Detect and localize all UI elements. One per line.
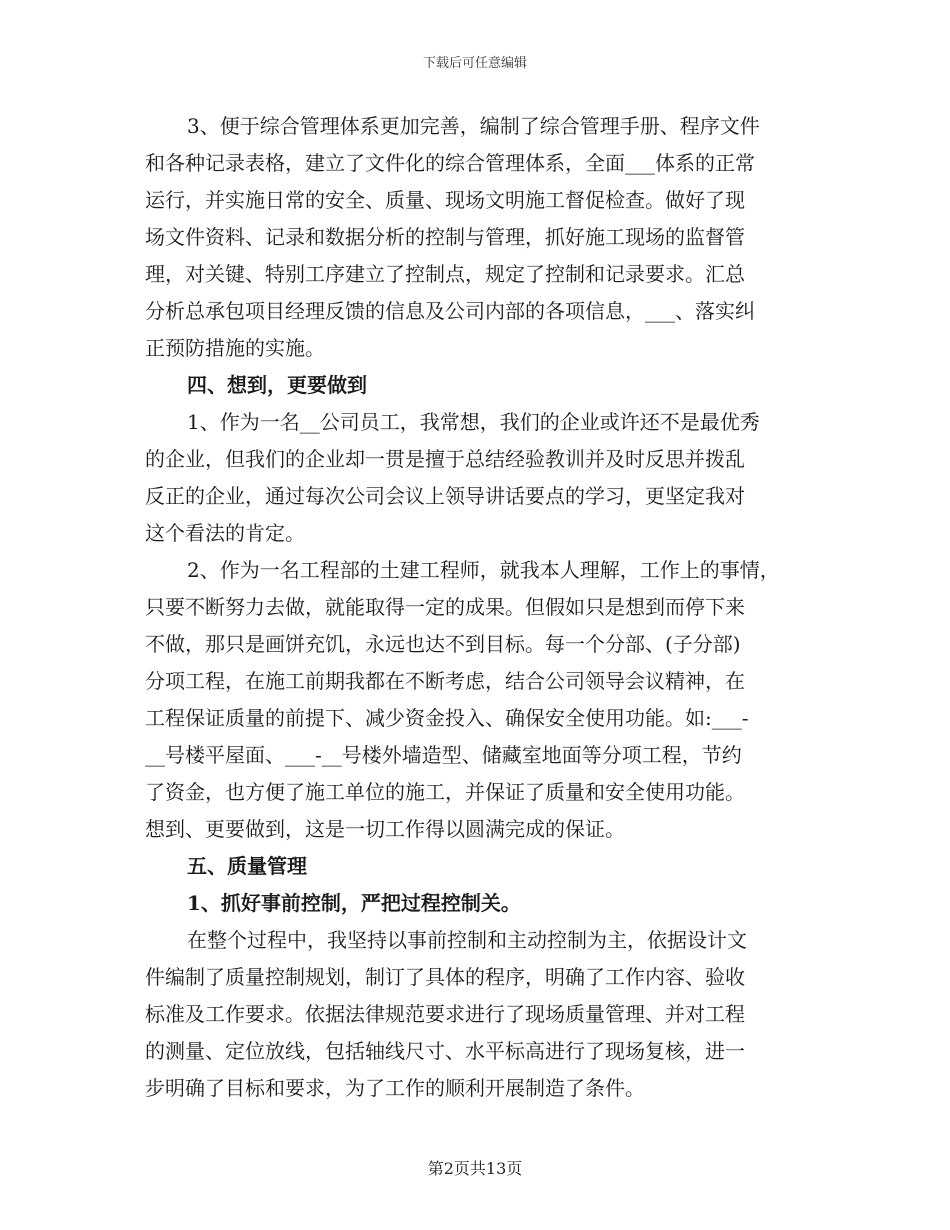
paragraph-line: 件编制了质量控制规划，制订了具体的程序，明确了工作内容、验收 bbox=[145, 965, 745, 989]
paragraph-line: 不做，那只是画饼充饥，永远也达不到目标。每一个分部、(子分部) bbox=[145, 632, 741, 656]
paragraph-line: 的测量、定位放线，包括轴线尺寸、水平标高进行了现场复核，进一 bbox=[145, 1039, 745, 1063]
paragraph-line: __号楼平屋面、___-__号楼外墙造型、储藏室地面等分项工程，节约 bbox=[145, 743, 742, 767]
paragraph-line: 想到、更要做到，这是一切工作得以圆满完成的保证。 bbox=[145, 817, 625, 841]
paragraph-line: 理，对关键、特别工序建立了控制点，规定了控制和记录要求。汇总 bbox=[145, 262, 745, 286]
paragraph-line: 在整个过程中，我坚持以事前控制和主动控制为主，依据设计文 bbox=[187, 928, 747, 952]
subsection-heading: 1、抓好事前控制，严把过程控制关。 bbox=[187, 891, 521, 915]
paragraph-line: 运行，并实施日常的安全、质量、现场文明施工督促检查。做好了现 bbox=[145, 188, 745, 212]
section-heading: 四、想到，更要做到 bbox=[187, 373, 367, 397]
paragraph-line: 这个看法的肯定。 bbox=[145, 521, 305, 545]
paragraph-line: 场文件资料、记录和数据分析的控制与管理，抓好施工现场的监督管 bbox=[145, 225, 745, 249]
paragraph-line: 正预防措施的实施。 bbox=[145, 336, 325, 360]
page-header: 下载后可任意编辑 bbox=[422, 56, 527, 71]
paragraph-line: 和各种记录表格，建立了文件化的综合管理体系，全面___体系的正常 bbox=[145, 151, 755, 175]
paragraph-line: 反正的企业，通过每次公司会议上领导讲话要点的学习，更坚定我对 bbox=[145, 484, 745, 508]
paragraph-line: 分项工程，在施工前期我都在不断考虑，结合公司领导会议精神，在 bbox=[145, 669, 745, 693]
paragraph-line: 步明确了目标和要求，为了工作的顺利开展制造了条件。 bbox=[145, 1076, 645, 1100]
paragraph-line: 的企业，但我们的企业却一贯是擅于总结经验教训并及时反思并拨乱 bbox=[145, 447, 745, 471]
page-footer: 第2页共13页 bbox=[427, 1159, 523, 1178]
paragraph-line: 1、作为一名__公司员工，我常想，我们的企业或许还不是最优秀 bbox=[187, 410, 760, 434]
body-text bbox=[145, 108, 825, 1107]
paragraph-line: 3、便于综合管理体系更加完善，编制了综合管理手册、程序文件 bbox=[187, 114, 760, 138]
paragraph-line: 只要不断努力去做，就能取得一定的成果。但假如只是想到而停下来 bbox=[145, 595, 745, 619]
paragraph-line: 了资金，也方便了施工单位的施工，并保证了质量和安全使用功能。 bbox=[145, 780, 745, 804]
paragraph-line: 2、作为一名工程部的土建工程师，就我本人理解，工作上的事情， bbox=[187, 558, 780, 582]
section-heading: 五、质量管理 bbox=[187, 854, 307, 878]
paragraph-line: 工程保证质量的前提下、减少资金投入、确保安全使用功能。如:___- bbox=[145, 706, 749, 730]
paragraph-line: 标准及工作要求。依据法律规范要求进行了现场质量管理、并对工程 bbox=[145, 1002, 745, 1026]
paragraph-line: 分析总承包项目经理反馈的信息及公司内部的各项信息，___、落实纠 bbox=[145, 299, 755, 323]
